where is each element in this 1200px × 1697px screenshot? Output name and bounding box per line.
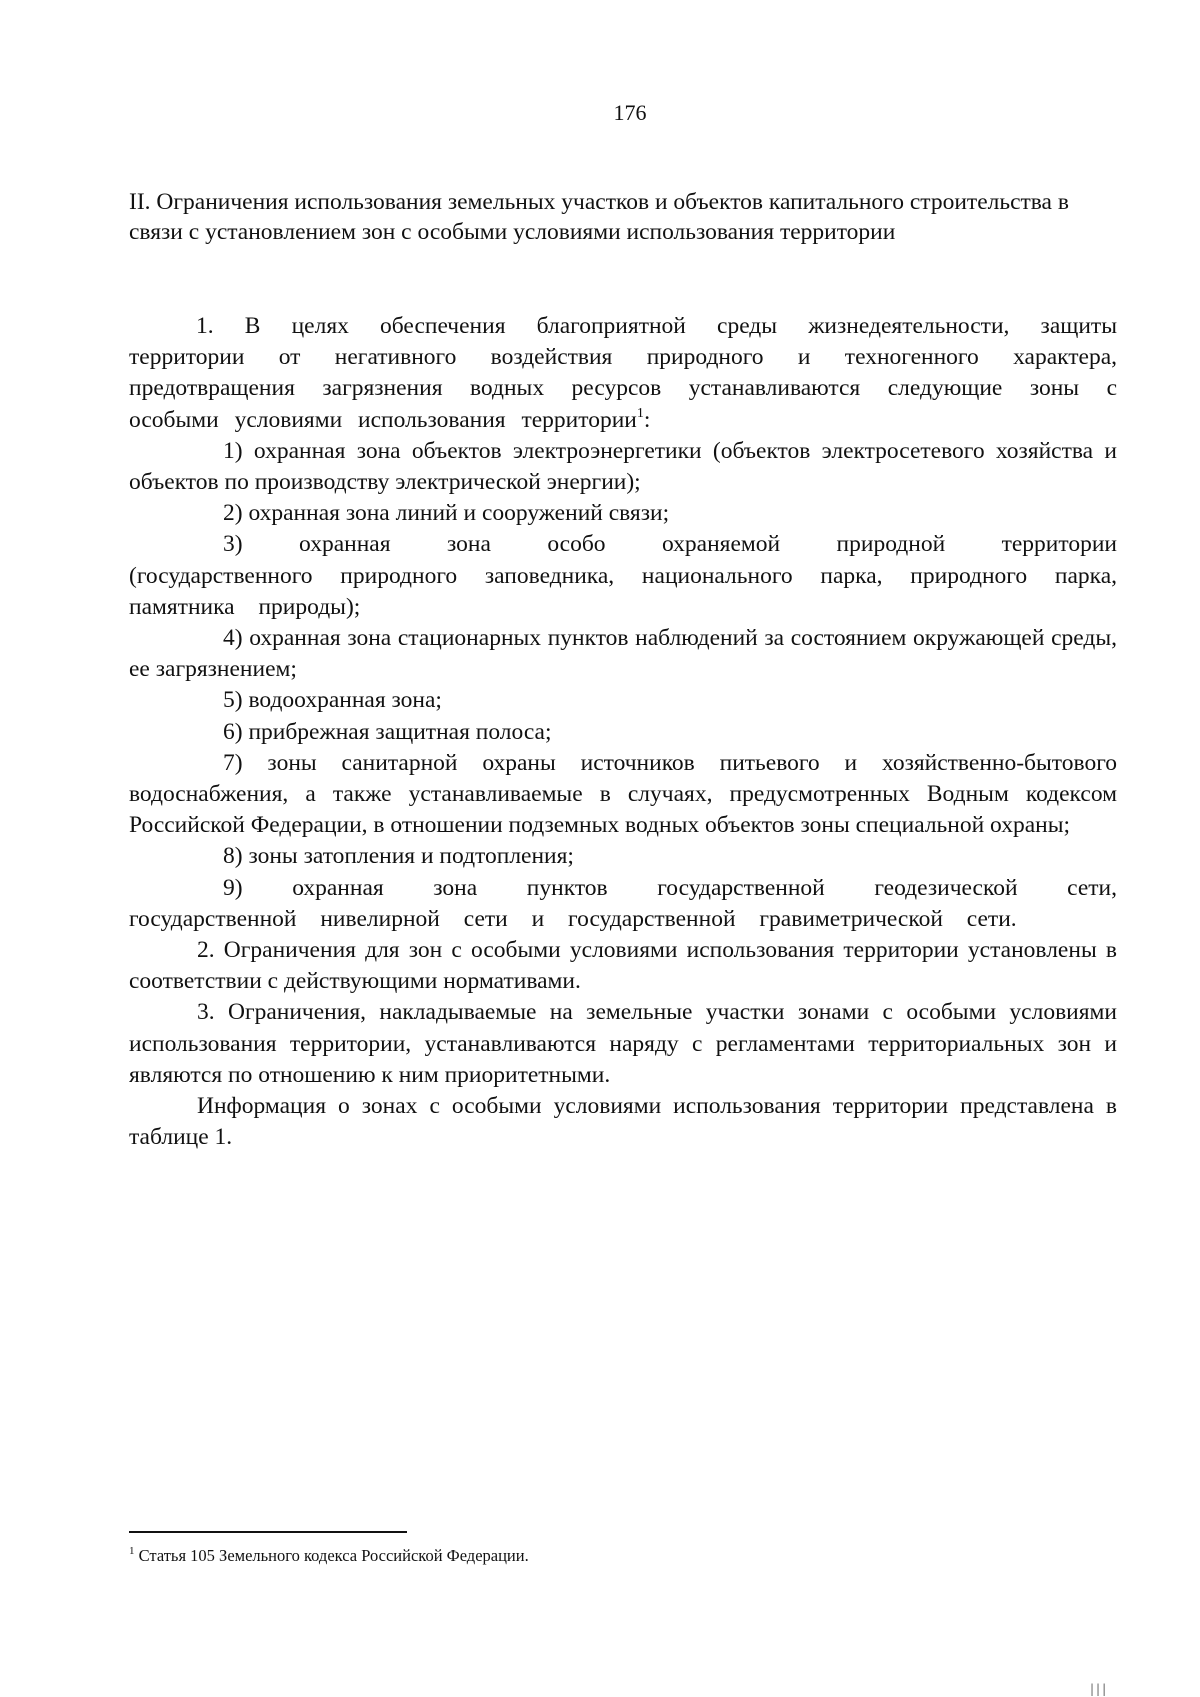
intro-colon: : [643,406,651,433]
footnote-separator [129,1531,407,1533]
zone-item-4: 4) охранная зона стационарных пунктов наблюдений за состоянием окружающей среды, ее загрязнением; [129,625,1117,683]
zone-item-3: 3) охранная зона особо охраняемой природной территории (государственного природного заповедника, национального парка, природного парка, памятника природы); [129,531,1117,620]
scan-corner-mark: ||| [1090,1682,1109,1696]
page-number: 176 [613,100,647,125]
intro-text: 1. В целях обеспечения благоприятной среды жизнедеятельности, защиты территории от негативного воздействия природного и техногенного характера, предотвращения загрязнения водных ресурсов устанавливаются следующие зоны с особыми условиями использования территории [129,313,1117,433]
body-text [129,311,1117,1153]
zone-item-7: 7) зоны санитарной охраны источников питьевого и хозяйственно-бытового водоснабжения, а также устанавливаемые в случаях, предусмотренных Водным кодексом Российской Федерации, в отношении подземных водных объектов зоны специальной охраны; [129,749,1117,839]
footnote-marker: 1 [129,1545,135,1557]
paragraph-3: 3. Ограничения, накладываемые на земельные участки зонами с особыми условиями использования территории, устанавливаются наряду с регламентами территориальных зон и являются по отношению к ним приоритетными. [129,999,1117,1088]
paragraph-2: 2. Ограничения для зон с особыми условиями использования территории установлены в соответствии с действующими нормативами. [129,937,1117,995]
footnote-reference: 1 [636,405,644,421]
zone-item-6: 6) прибрежная защитная полоса; [223,718,552,745]
footnote [129,1545,529,1567]
zone-item-9: 9) охранная зона пунктов государственной геодезической сети, государственной нивелирной сети и государственной гравиметрической сети. [129,874,1117,932]
zone-item-2: 2) охранная зона линий и сооружений связи; [223,500,670,527]
zone-item-1: 1) охранная зона объектов электроэнергетики (объектов электросетевого хозяйства и объектов по производству электрической энергии); [129,437,1117,496]
zone-item-8: 8) зоны затопления и подтопления; [223,843,574,870]
footnote-text: Статья 105 Земельного кодекса Российской Федерации. [134,1546,529,1565]
section-title: II. Ограничения использования земельных участков и объектов капитального строительства в связи с установлением зон с особыми условиями использования территории [129,189,1069,245]
zone-item-5: 5) водоохранная зона; [223,687,442,714]
paragraph-info: Информация о зонах с особыми условиями использования территории представлена в таблице 1. [129,1093,1117,1151]
intro-paragraph [129,311,1117,436]
